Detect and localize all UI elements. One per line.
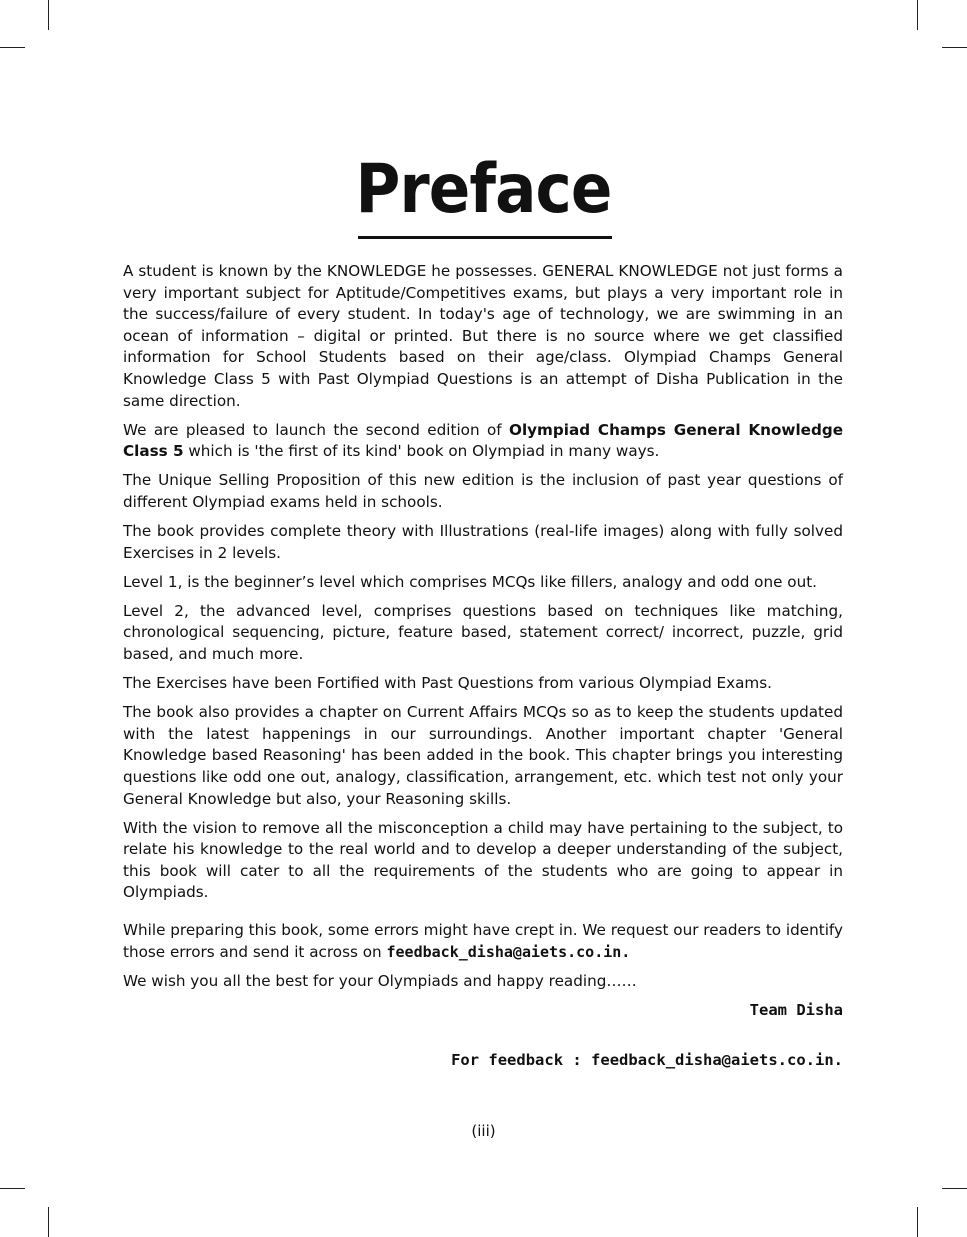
paragraph-second-edition — [123, 420, 843, 463]
paragraph-level-1: Level 1, is the beginner’s level which comprises MCQs like fillers, analogy and odd one out. — [123, 572, 817, 591]
paragraph-second-edition-text: We are pleased to launch the second edition of — [123, 420, 510, 439]
paragraph-theory: The book provides complete theory with Illustrations (real-life images) along with fully solved Exercises in 2 levels. — [123, 522, 843, 562]
page-number: (iii) — [471, 1122, 496, 1140]
crop-mark-top-right-v — [917, 0, 918, 30]
crop-mark-top-right-h — [942, 47, 967, 48]
page-title: Preface — [355, 150, 612, 229]
crop-mark-top-left-v — [48, 0, 49, 30]
crop-mark-bottom-left-h — [0, 1188, 25, 1189]
paragraph-level-2: Level 2, the advanced level, comprises questions based on techniques like matching, chronological sequencing, picture, feature based, statement correct/ incorrect, puzzle, grid based, and much more. — [123, 601, 843, 663]
feedback-email: feedback_disha@aiets.co.in. — [386, 942, 631, 961]
crop-mark-bottom-left-v — [48, 1207, 49, 1237]
crop-mark-top-left-h — [0, 47, 25, 48]
book-title-bold: Olympiad Champs General Knowledge Class 5 — [123, 420, 843, 461]
paragraph-exercises: The Exercises have been Fortified with Past Questions from various Olympiad Exams. — [123, 674, 772, 693]
paragraph-intro: A student is known by the KNOWLEDGE he possesses. GENERAL KNOWLEDGE not just forms a very important subject for Aptitude/Competitives exams, but plays a very important role in the success/failure of every student. In today's age of technology, we are swimming in an ocean of information – digital or printed. But there is no source where we get classified information for School Students based on their age/class. Olympiad Champs General Knowledge Class 5 with Past Olympiad Questions is an attempt of Disha Publication in the same direction. — [123, 262, 843, 410]
signature-feedback: For feedback : feedback_disha@aiets.co.in. — [451, 1051, 843, 1069]
paragraph-errors — [123, 920, 843, 963]
paragraph-errors-text: While preparing this book, some errors might have crept in. We request our readers to identify those errors and send it across on — [123, 921, 843, 961]
preface-body — [123, 261, 843, 1000]
crop-mark-bottom-right-v — [917, 1207, 918, 1237]
paragraph-wishes: We wish you all the best for your Olympiads and happy reading…… — [123, 971, 637, 990]
paragraph-usp: The Unique Selling Proposition of this new edition is the inclusion of past year questions of different Olympiad exams held in schools. — [123, 471, 843, 511]
paragraph-current-affairs: The book also provides a chapter on Current Affairs MCQs so as to keep the students updated with the latest happenings in our surroundings. Another important chapter 'General Knowledge based Reasoning' has been added in the book. This chapter brings you interesting questions like odd one out, analogy, classification, arrangement, etc. which test not only your General Knowledge but also, your Reasoning skills. — [123, 703, 843, 808]
title-underline — [358, 236, 612, 239]
paragraph-vision: With the vision to remove all the misconception a child may have pertaining to the subject, to relate his knowledge to the real world and to develop a deeper understanding of the subject, this book will cater to all the requirements of the students who are going to appear in Olympiads. — [123, 818, 843, 902]
signature-team: Team Disha — [749, 1001, 843, 1019]
crop-mark-bottom-right-h — [942, 1188, 967, 1189]
paragraph-second-edition-tail: which is 'the first of its kind' book on Olympiad in many ways. — [183, 442, 660, 461]
